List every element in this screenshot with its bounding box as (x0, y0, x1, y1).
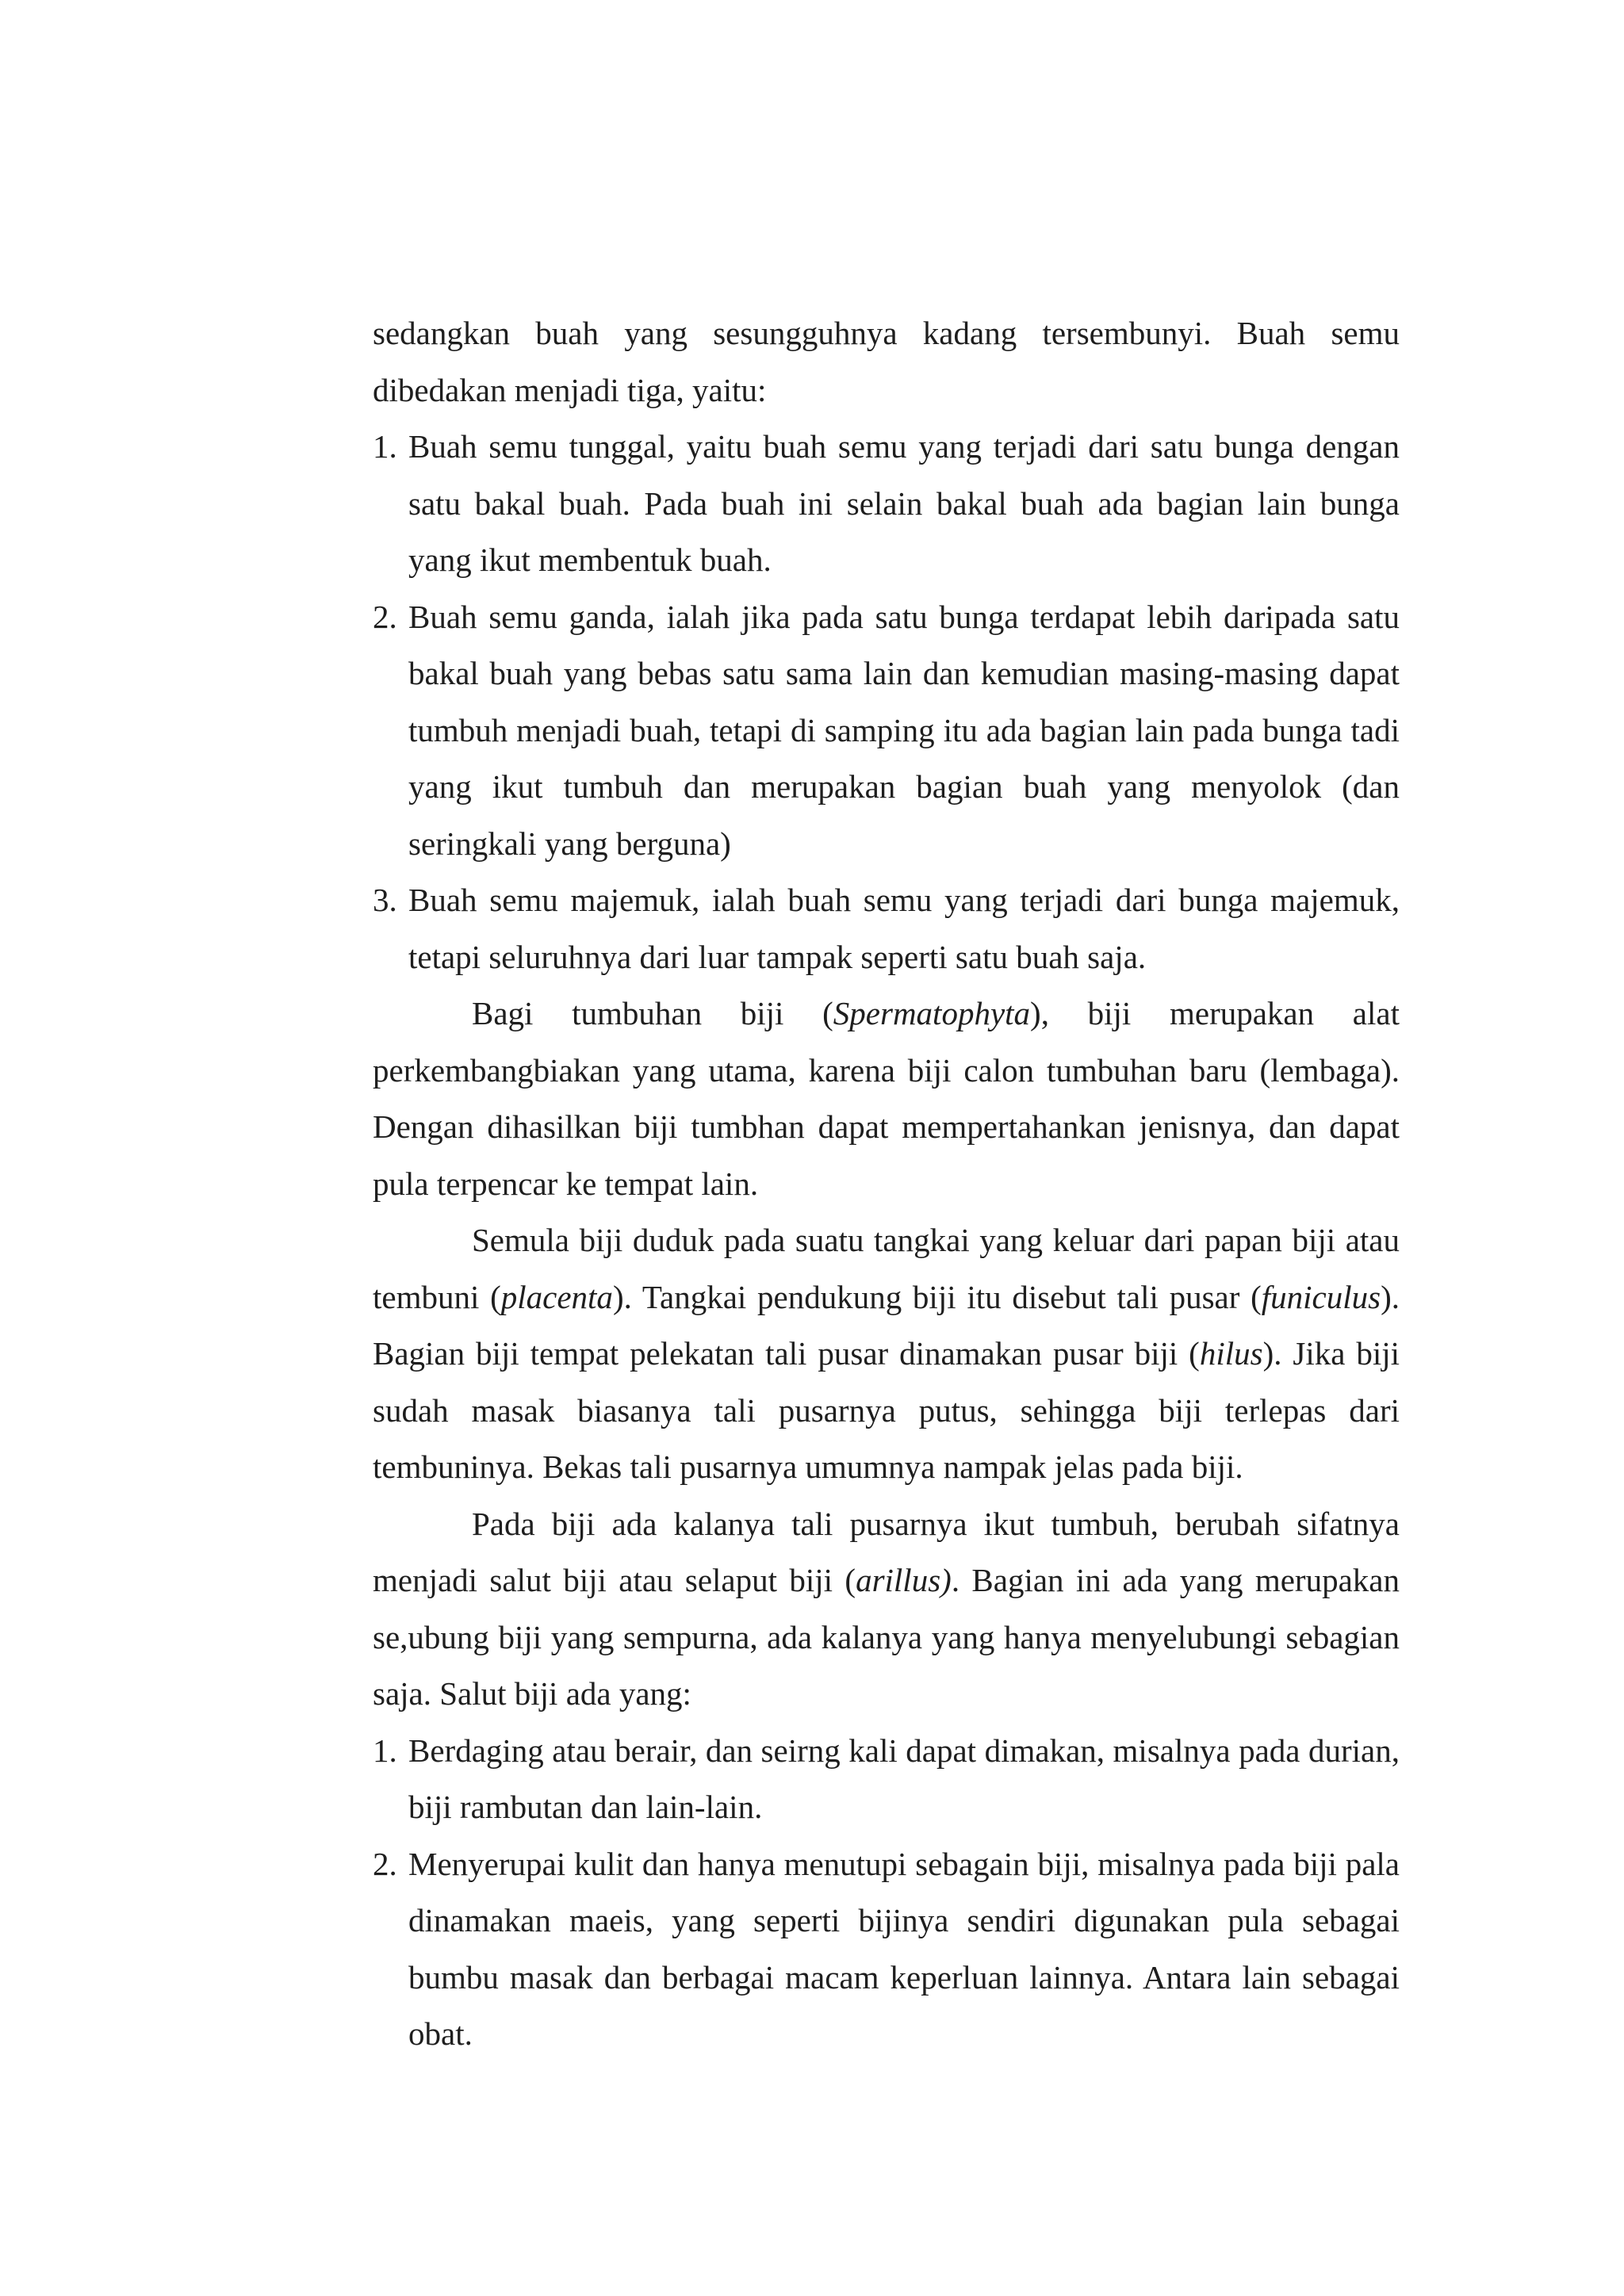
paragraph-seed-stalk (373, 1212, 1400, 1496)
list-item-text: Buah semu ganda, ialah jika pada satu bunga terdapat lebih daripada satu bakal buah yang bebas satu sama lain dan kemudian masing-masing dapat tumbuh menjadi buah, tetapi di samping itu ada bagian lain pada bunga tadi yang ikut tumbuh dan merupakan bagian buah yang menyolok (dan seringkali yang berguna) (408, 598, 1400, 862)
list-number: 3. (373, 882, 397, 918)
paragraph-intro: sedangkan buah yang sesungguhnya kadang tersembunyi. Buah semu dibedakan menjadi tiga, yaitu: (373, 315, 1400, 408)
list-number: 2. (373, 598, 397, 635)
list-item (373, 419, 1400, 589)
list-number: 1. (373, 1732, 397, 1769)
list-item (373, 1836, 1400, 2063)
italic-term: arillus) (856, 1562, 952, 1598)
text-run: Bagi tumbuhan biji ( (472, 995, 833, 1031)
text-run: . Bagian ini ada yang merupakan se,ubung biji yang sempurna, ada kalanya yang hanya menyelubungi sebagian saja. Salut biji ada yang: (373, 1562, 1400, 1712)
false-fruit-types-list (373, 419, 1400, 985)
text-run: ). Tangkai pendukung biji itu disebut tali pusar ( (612, 1278, 1262, 1315)
italic-term: placenta (500, 1278, 613, 1315)
list-number: 1. (373, 428, 397, 465)
text-run: Pada biji ada kalanya tali pusarnya ikut tumbuh, berubah sifatnya menjadi salut biji atau selaput biji ( (373, 1505, 1400, 1598)
list-item-text: Buah semu tunggal, yaitu buah semu yang terjadi dari satu bunga dengan satu bakal buah. Pada buah ini selain bakal buah ada bagian lain bunga yang ikut membentuk buah. (408, 428, 1400, 578)
text-run: ). Jika biji sudah masak biasanya tali pusarnya putus, sehingga biji terlepas dari tembuninya. Bekas tali pusarnya umumnya nampak jelas pada biji. (373, 1335, 1400, 1485)
text-run: ), biji merupakan alat perkembangbiakan yang utama, karena biji calon tumbuhan baru (lembaga). Dengan dihasilkan biji tumbhan dapat mempertahankan jenisnya, dan dapat pula terpencar ke tempat lain. (373, 995, 1400, 1202)
list-item-text: Buah semu majemuk, ialah buah semu yang terjadi dari bunga majemuk, tetapi seluruhnya dari luar tampak seperti satu buah saja. (408, 882, 1400, 975)
italic-term: Spermatophyta (833, 995, 1031, 1031)
list-item (373, 872, 1400, 985)
body-text (373, 305, 1400, 2063)
paragraph-seed-plants (373, 985, 1400, 1212)
list-number: 2. (373, 1845, 397, 1882)
paragraph-aril (373, 1496, 1400, 1723)
list-item-text: Berdaging atau berair, dan seirng kali dapat dimakan, misalnya pada durian, biji rambutan dan lain-lain. (408, 1732, 1400, 1825)
list-item-text: Menyerupai kulit dan hanya menutupi sebagain biji, misalnya pada biji pala dinamakan maeis, yang seperti bijinya sendiri digunakan pula sebagai bumbu masak dan berbagai macam keperluan lainnya. Antara lain sebagai obat. (408, 1845, 1400, 2052)
aril-types-list (373, 1723, 1400, 2063)
text-run: ). Bagian biji tempat pelekatan tali pusar dinamakan pusar biji ( (373, 1278, 1400, 1372)
text-run: Semula biji duduk pada suatu tangkai yang keluar dari papan biji atau tembuni ( (373, 1222, 1400, 1315)
list-item (373, 589, 1400, 873)
list-item (373, 1723, 1400, 1836)
italic-term: hilus (1199, 1335, 1263, 1372)
italic-term: funiculus (1261, 1278, 1381, 1315)
